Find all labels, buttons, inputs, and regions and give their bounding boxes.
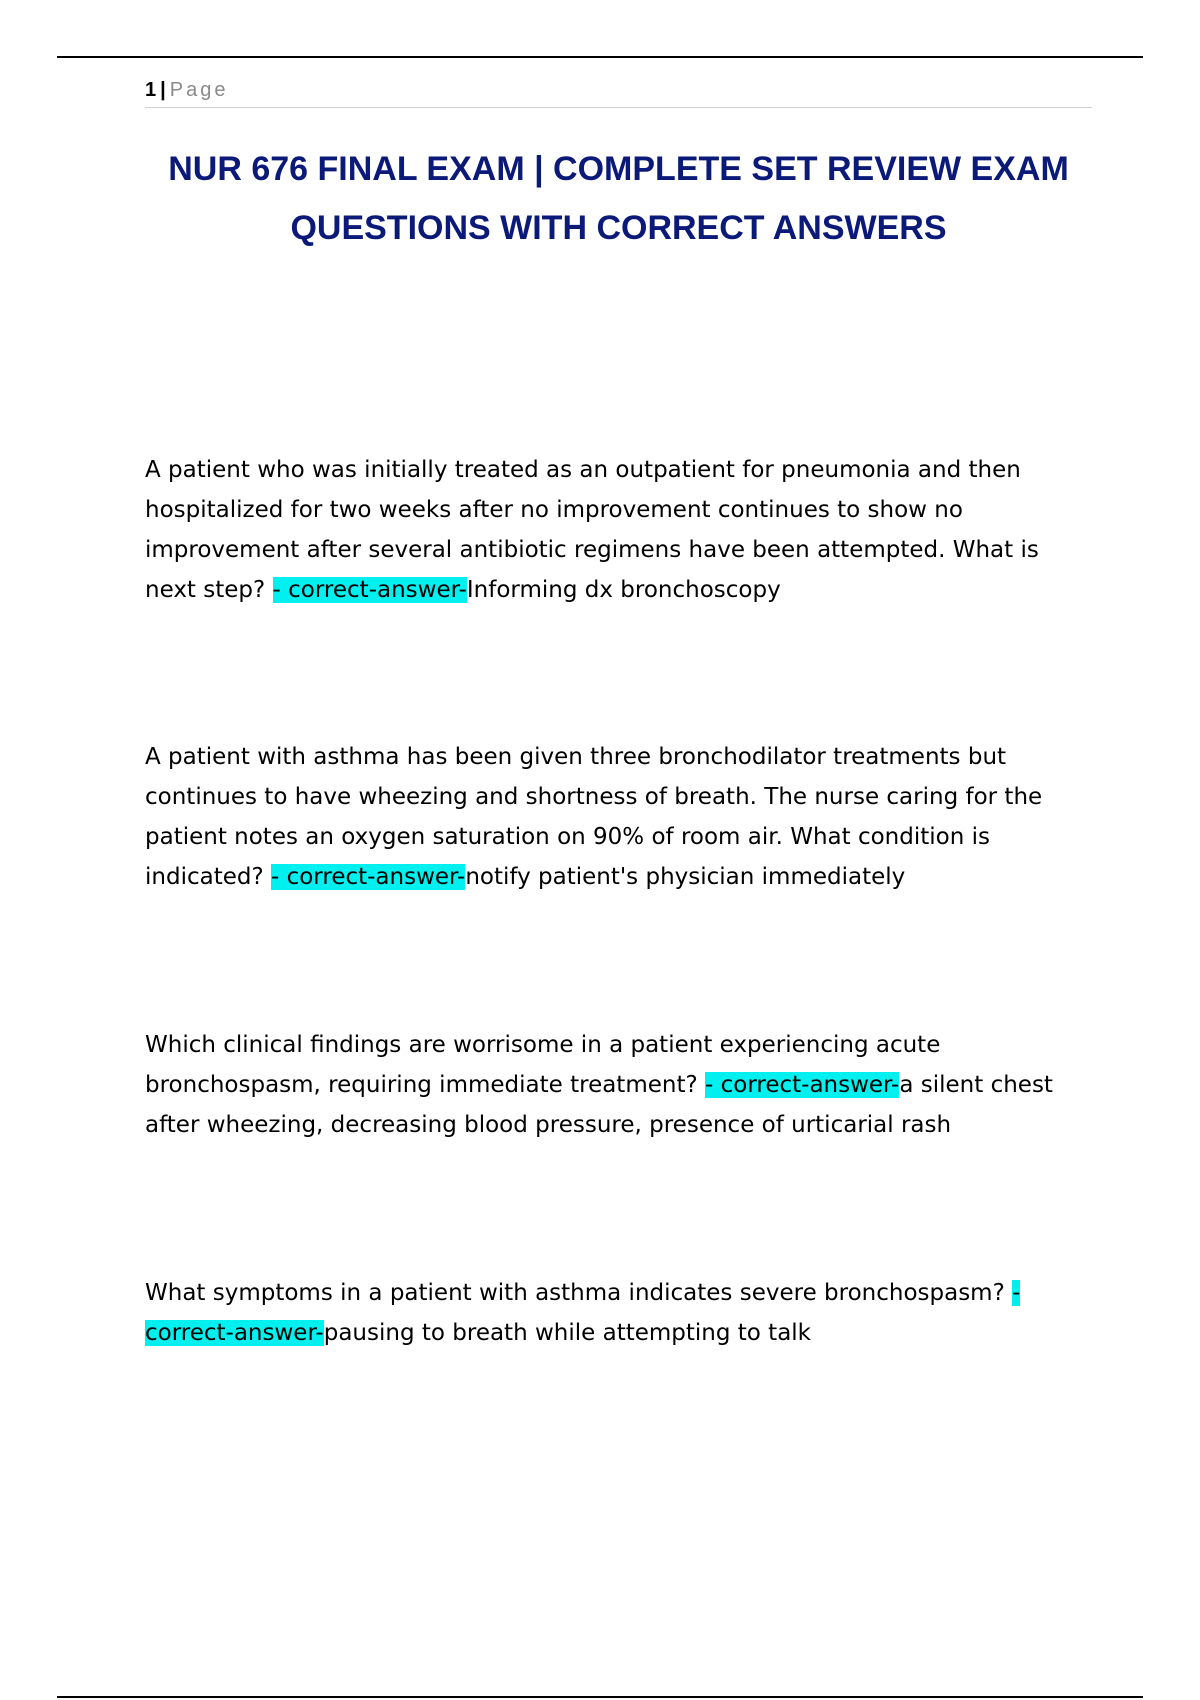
answer-marker: - correct-answer-: [272, 577, 467, 603]
page-label: Page: [169, 79, 229, 101]
answer-text: Informing dx bronchoscopy: [466, 577, 781, 603]
question-text: A patient with asthma has been given three bronchodilator treatments but continues to have wheezing and shortness of breath. The nurse caring for the patient notes an oxygen saturation on 90% of room air. What condition is indicated?: [145, 744, 1043, 890]
question-item: [145, 737, 1090, 897]
answer-text: notify patient's physician immediately: [465, 864, 906, 890]
answer-marker: - correct-answer-: [145, 1280, 1021, 1346]
page-header: [145, 74, 1092, 108]
answer-text: pausing to breath while attempting to talk: [323, 1320, 812, 1346]
question-text: What symptoms in a patient with asthma indicates severe bronchospasm?: [145, 1280, 1013, 1306]
page-separator: |: [160, 79, 166, 101]
page-number: 1: [145, 79, 157, 101]
answer-text: a silent chest after wheezing, decreasing blood pressure, presence of urticarial rash: [145, 1072, 1053, 1138]
bottom-rule: [57, 1696, 1143, 1698]
question-text: A patient who was initially treated as an outpatient for pneumonia and then hospitalized for two weeks after no improvement continues to show no improvement after several antibiotic regimens have been attempted. What is next step?: [145, 457, 1039, 603]
question-text: Which clinical findings are worrisome in a patient experiencing acute bronchospasm, requiring immediate treatment?: [145, 1032, 941, 1098]
question-item: [145, 450, 1090, 610]
answer-marker: - correct-answer-: [705, 1072, 900, 1098]
answer-marker: - correct-answer-: [270, 864, 466, 890]
question-item: [145, 1273, 1090, 1353]
document-title: NUR 676 FINAL EXAM | COMPLETE SET REVIEW EXAM QUESTIONS WITH CORRECT ANSWERS: [168, 150, 1069, 247]
top-rule: [57, 56, 1143, 58]
question-item: [145, 1025, 1090, 1145]
